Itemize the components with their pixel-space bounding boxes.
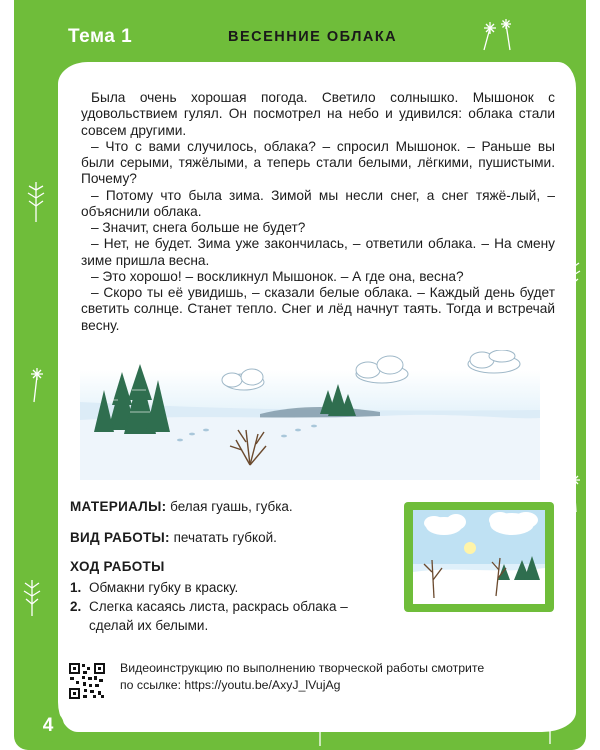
page-title: ВЕСЕННИЕ ОБЛАКА xyxy=(228,29,398,45)
sample-artwork-image xyxy=(404,502,554,612)
step-number: 2. xyxy=(70,599,82,614)
work-type-value: печатать губкой. xyxy=(173,530,277,545)
story-paragraph: Была очень хорошая погода. Светило солнышко. Мышонок с удовольствием гулял. Он посмотрел на небо и удивился: облака стали совсем другими. xyxy=(81,90,555,138)
story-paragraph: – Нет, не будет. Зима уже закончилась, – ответили облака. – На смену зиме пришла весна. xyxy=(81,236,555,268)
story-paragraph: – Это хорошо! – воскликнул Мышонок. – А где она, весна? xyxy=(91,268,464,284)
page-number: 4 xyxy=(32,710,64,742)
work-type-label: ВИД РАБОТЫ: xyxy=(70,530,170,545)
step-number: 1. xyxy=(70,580,82,595)
topic-label: Тема 1 xyxy=(68,26,133,47)
story-text xyxy=(81,90,555,334)
work-type-line xyxy=(70,530,277,545)
step-text: Слегка касаясь листа, раскрась облака – сделай их белыми. xyxy=(89,599,348,633)
cloud xyxy=(356,356,408,383)
sample-artwork xyxy=(404,502,554,612)
dandelion-icon xyxy=(24,364,50,404)
materials-label: МАТЕРИАЛЫ: xyxy=(70,499,167,514)
dandelion-icon xyxy=(478,14,518,54)
story-paragraph: – Потому что была зима. Зимой мы несли снег, а снег тяжё-лый, – объяснили облака. xyxy=(81,187,555,219)
materials-value: белая гуашь, губка. xyxy=(170,499,293,514)
procedure-title: ХОД РАБОТЫ xyxy=(70,559,165,574)
feather-icon xyxy=(20,578,44,618)
story-paragraph: – Что с вами случилось, облака? – спросил Мышонок. – Раньше вы были серыми, тяжёлыми, а теперь стали белыми, лёгкими, пушистыми. Почему? xyxy=(81,138,555,187)
materials-line xyxy=(70,499,293,514)
procedure-steps xyxy=(70,578,389,635)
sun xyxy=(464,542,476,554)
video-instruction-text: Видеоинструкцию по выполнению творческой работы смотрите xyxy=(120,661,485,675)
cloud xyxy=(468,350,520,373)
story-paragraph: – Скоро ты её увидишь, – сказали белые облака. – Каждый день будет светить солнце. Станет тепло. Снег и лёд начнут таять. Тогда и встречай весну. xyxy=(81,285,555,333)
procedure-step xyxy=(70,597,389,635)
qr-code-icon[interactable] xyxy=(68,662,106,700)
procedure-step xyxy=(70,578,389,597)
winter-landscape-illustration xyxy=(80,350,540,480)
step-text: Обмакни губку в краску. xyxy=(89,580,239,595)
procedure-title-line xyxy=(70,559,165,574)
video-link[interactable]: по ссылке: https://youtu.be/AxyJ_lVujAg xyxy=(120,678,341,692)
story-paragraph: – Значит, снега больше не будет? xyxy=(91,220,306,235)
feather-icon xyxy=(24,180,48,224)
video-instruction xyxy=(120,660,484,694)
